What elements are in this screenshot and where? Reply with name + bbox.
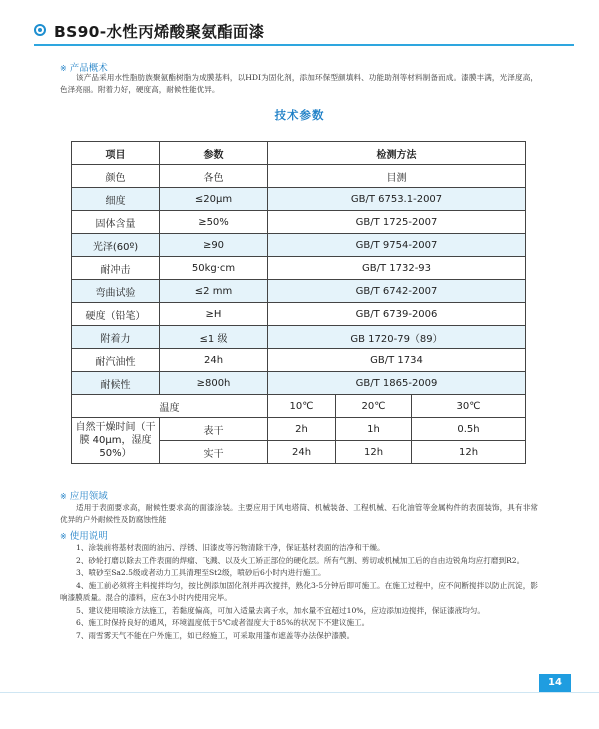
table-row — [72, 165, 526, 188]
row-param: ≥50% — [160, 211, 268, 234]
table-row — [72, 280, 526, 303]
drying-temp-row — [72, 395, 526, 418]
row-item: 光泽(60º) — [72, 234, 160, 257]
temp-value: 30℃ — [412, 395, 526, 418]
application-text: 适用于表面要求高，耐候性要求高的面漆涂装。主要应用于风电塔筒、机械装备、工程机械、石化油管等金属构件的表面装饰，具有非常优异的户外耐候性及防腐蚀性能 — [60, 503, 538, 524]
usage-list — [60, 542, 538, 642]
row-param: 各色 — [160, 165, 268, 188]
usage-item: 3、喷砂至Sa2.5级或者动力工具清理至St2级，喷砂后6小时内进行施工。 — [76, 568, 326, 577]
temp-value: 10℃ — [268, 395, 336, 418]
row-method: GB 1720-79（89） — [268, 326, 526, 349]
asterisk-icon: ※ — [60, 532, 67, 541]
hard-dry-value: 12h — [412, 441, 526, 464]
row-param: ≤20μm — [160, 188, 268, 211]
hard-dry-value: 24h — [268, 441, 336, 464]
row-param: ≤2 mm — [160, 280, 268, 303]
overview-text: 该产品采用水性脂肪族聚氨酯树脂为成膜基料，以HDI为固化剂，添加环保型颜填料、功能助剂等材料制备而成。漆膜丰满，光泽度高，色泽亮丽。附着力好，硬度高，耐候性能优异。 — [60, 73, 538, 94]
row-method: GB/T 1732-93 — [268, 257, 526, 280]
hard-dry-label: 实干 — [160, 441, 268, 464]
footer-divider — [0, 692, 599, 693]
row-param: ≤1 级 — [160, 326, 268, 349]
hard-dry-value: 12h — [336, 441, 412, 464]
spec-table — [71, 141, 526, 464]
application-heading — [60, 488, 108, 502]
temp-label: 温度 — [72, 395, 268, 418]
temp-value: 20℃ — [336, 395, 412, 418]
table-header-row — [72, 142, 526, 165]
row-method: GB/T 1865-2009 — [268, 372, 526, 395]
row-method: GB/T 1734 — [268, 349, 526, 372]
table-row — [72, 234, 526, 257]
row-method: GB/T 1725-2007 — [268, 211, 526, 234]
usage-item: 6、施工时保持良好的通风，环境温度低于5℃或者湿度大于85%的状况下不建议施工。 — [76, 618, 370, 627]
title-bar — [34, 20, 574, 46]
row-item: 附着力 — [72, 326, 160, 349]
page-number: 14 — [539, 674, 571, 692]
row-method: 目测 — [268, 165, 526, 188]
application-heading-text: 应用领域 — [69, 491, 108, 502]
target-icon — [34, 24, 46, 36]
table-row — [72, 211, 526, 234]
drying-group-label: 自然干燥时间（干膜 40μm，湿度 50%） — [72, 418, 160, 464]
table-row — [72, 326, 526, 349]
drying-surface-row — [72, 418, 526, 441]
row-param: ≥800h — [160, 372, 268, 395]
row-method: GB/T 6753.1-2007 — [268, 188, 526, 211]
row-param: ≥H — [160, 303, 268, 326]
header-param: 参数 — [160, 142, 268, 165]
usage-heading — [60, 528, 108, 542]
table-row — [72, 372, 526, 395]
row-item: 颜色 — [72, 165, 160, 188]
row-method: GB/T 6739-2006 — [268, 303, 526, 326]
table-row — [72, 257, 526, 280]
table-row — [72, 188, 526, 211]
overview-heading-text: 产品概术 — [69, 63, 108, 74]
table-row — [72, 303, 526, 326]
row-item: 耐汽油性 — [72, 349, 160, 372]
row-param: ≥90 — [160, 234, 268, 257]
row-param: 50kg·cm — [160, 257, 268, 280]
usage-item: 5、建议使用喷涂方法施工，若黏度偏高，可加入适量去离子水，加水量不宜超过10%，应边添加边搅拌，保证漆液均匀。 — [76, 605, 485, 615]
row-item: 耐候性 — [72, 372, 160, 395]
usage-heading-text: 使用说明 — [69, 531, 108, 542]
row-item: 细度 — [72, 188, 160, 211]
row-method: GB/T 6742-2007 — [268, 280, 526, 303]
asterisk-icon: ※ — [60, 492, 67, 501]
header-item: 项目 — [72, 142, 160, 165]
usage-item: 2、砂轮打磨以除去工件表面的焊瘤、飞溅、以及火工矫正部位的硬化层。所有气割、剪切或机械加工后的自由边锐角均应打磨到R2。 — [76, 555, 525, 565]
row-item: 耐冲击 — [72, 257, 160, 280]
row-method: GB/T 9754-2007 — [268, 234, 526, 257]
surface-dry-label: 表干 — [160, 418, 268, 441]
surface-dry-value: 0.5h — [412, 418, 526, 441]
surface-dry-value: 2h — [268, 418, 336, 441]
usage-item: 1、涂装前将基材表面的油污、浮锈、旧漆皮等污物清除干净，保证基材表面的洁净和干燥。 — [76, 543, 385, 552]
table-row — [72, 349, 526, 372]
row-param: 24h — [160, 349, 268, 372]
row-item: 硬度（铅笔） — [72, 303, 160, 326]
surface-dry-value: 1h — [336, 418, 412, 441]
tech-title: 技术参数 — [274, 108, 325, 122]
header-method: 检测方法 — [268, 142, 526, 165]
usage-item: 7、雨雪雾天气不能在户外施工，如已经施工，可采取用篷布遮盖等办法保护漆膜。 — [76, 630, 355, 640]
page-title: BS90-水性丙烯酸聚氨酯面漆 — [54, 23, 265, 41]
asterisk-icon: ※ — [60, 64, 67, 73]
row-item: 固体含量 — [72, 211, 160, 234]
usage-item: 4、施工前必须将主料搅拌均匀，按比例添加固化剂并再次搅拌，熟化3-5分钟后即可施工。在施工过程中，应不间断搅拌以防止沉淀，影响漆膜质量。混合的漆料，应在3小时内使用完毕。 — [60, 580, 538, 602]
row-item: 弯曲试验 — [72, 280, 160, 303]
